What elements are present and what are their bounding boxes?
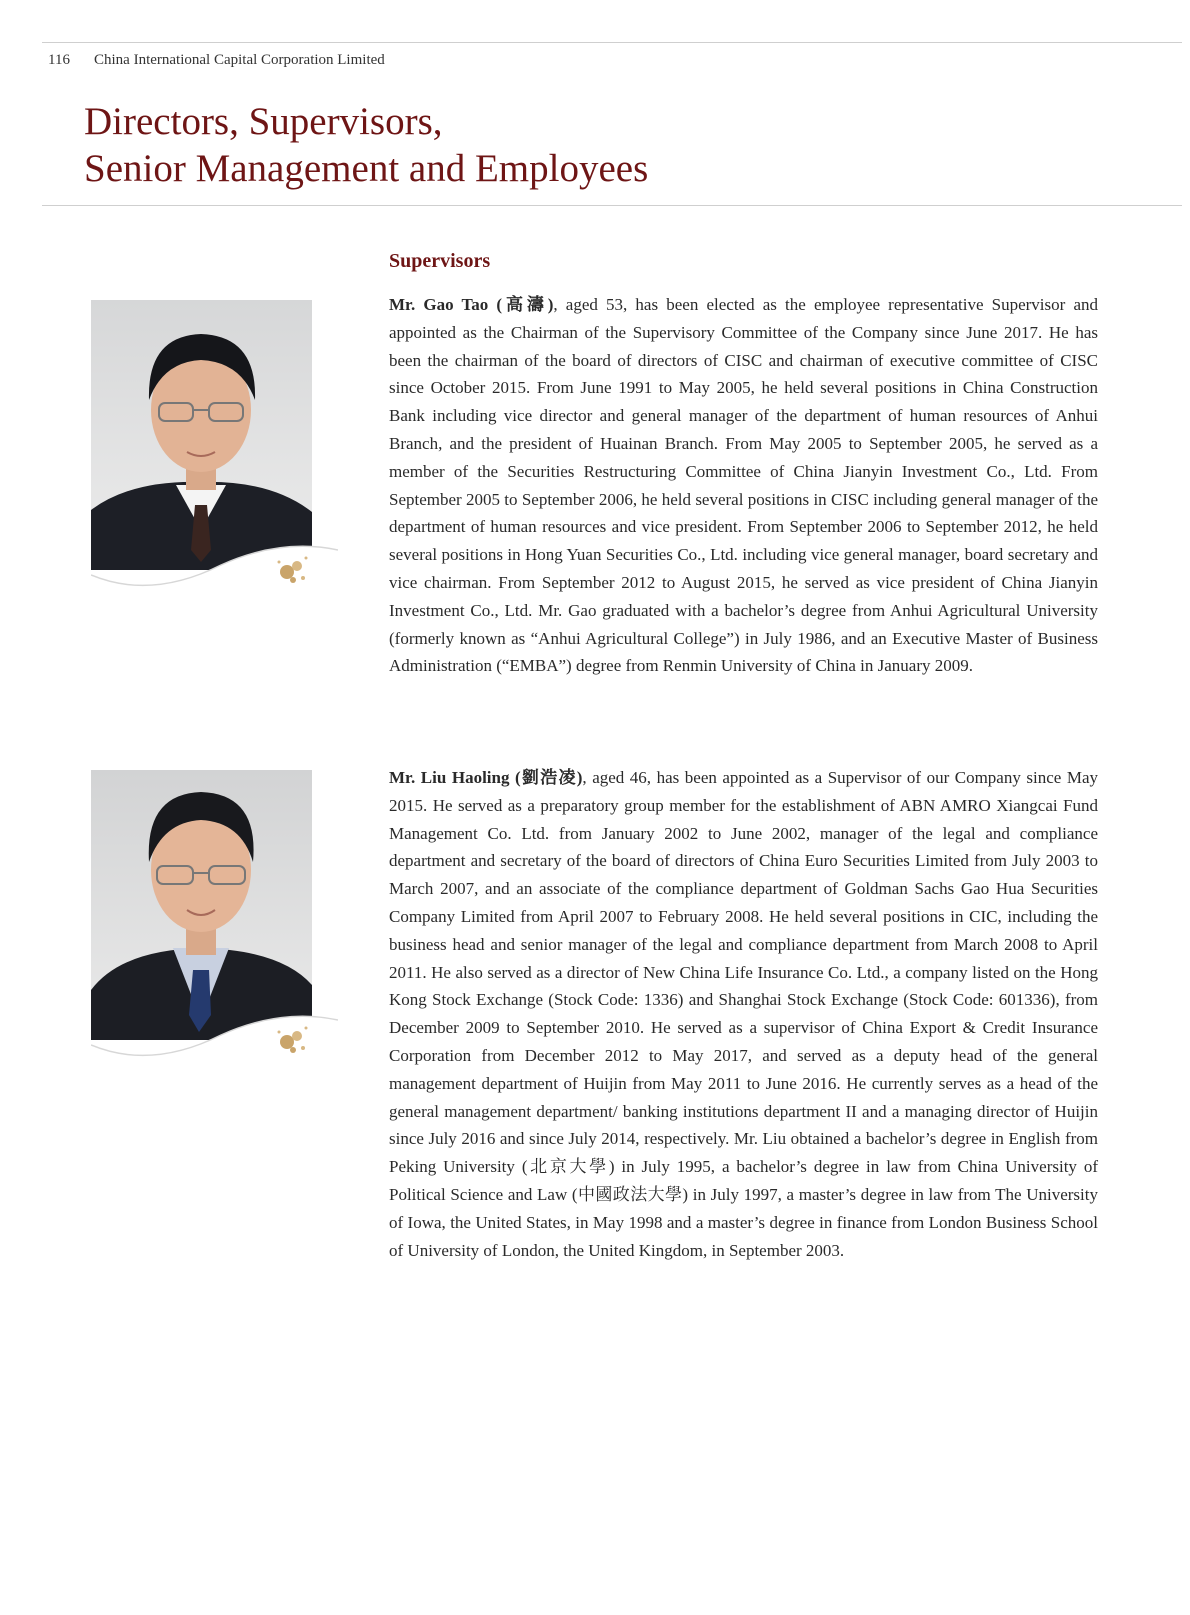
section-heading: Supervisors [389,250,491,272]
bio-text: , aged 46, has been appointed as a Supervisor of our Company since May 2015. He served as a preparatory group member for the establishment of ABN AMRO Xiangcai Fund Management Co. Ltd. from January 2002 to June 2002, manager of the legal and compliance department and secretary of the board of directors of China Euro Securities Limited from July 2003 to March 2007, and an associate of the compliance department of Goldman Sachs Gao Hua Securities Company Limited from April 2007 to February 2008. He held several positions in CIC, including the business head and senior manager of the legal and compliance department from March 2008 to April 2011. He also served as a director of New China Life Insurance Co. Ltd., a company listed on the Hong Kong Stock Exchange (Stock Code: 1336) and Shanghai Stock Exchange (Stock Code: 601336), from December 2009 to September 2010. He served as a supervisor of China Export & Credit Insurance Corporation from December 2012 to May 2017, and served as a deputy head of the general management department of Huijin from May 2011 to June 2016. He currently serves as a head of the general management department/ banking institutions department II and a managing director of Huijin since July 2016 and since July 2014, respectively. Mr. Liu obtained a bachelor’s degree in English from Peking University (北京大學) in July 1995, a bachelor’s degree in law from China University of Political Science and Law (中國政法大學) in July 1997, a master’s degree in law from The University of Iowa, the United States, in May 1998 and a master’s degree in finance from London Business School of University of London, the United Kingdom, in September 2003. [389,768,1098,1260]
bio-name: Mr. Gao Tao (高濤) [389,295,554,314]
page-number: 116 [48,52,70,68]
bio-gao-tao [389,291,1098,680]
company-name: China International Capital Corporation Limited [94,52,385,68]
bio-liu-haoling [389,764,1098,1264]
bio-text: , aged 53, has been elected as the employee representative Supervisor and appointed as the Chairman of the Supervisory Committee of the Company since June 2017. He has been the chairman of the board of directors of CISC and chairman of executive committee of CISC since October 2015. From June 1991 to May 2005, he held several positions in China Construction Bank including vice director and general manager of the department of human resources of Anhui Branch, and the president of Huainan Branch. From May 2005 to September 2005, he served as a member of the Securities Restructuring Committee of China Jianyin Investment Co., Ltd. From September 2005 to September 2006, he held several positions in CISC including general manager of the department of human resources and vice president. From September 2006 to September 2012, he held several positions in Hong Yuan Securities Co., Ltd. including vice general manager, board secretary and vice chairman. From September 2012 to August 2015, he served as vice president of China Jianyin Investment Co., Ltd. Mr. Gao graduated with a bachelor’s degree from Anhui Agricultural University (formerly known as “Anhui Agricultural College”) in July 1986, and an Executive Master of Business Administration (“EMBA”) degree from Renmin University of China in January 2009. [389,295,1098,676]
header-rule [42,42,1182,43]
page-title-line-1: Directors, Supervisors, [84,100,443,143]
portrait-photo-gao-tao [91,300,338,605]
page-title [84,98,648,192]
page-title-line-2: Senior Management and Employees [84,147,649,190]
bio-name: Mr. Liu Haoling (劉浩凌) [389,768,583,787]
portrait-photo-liu-haoling [91,770,338,1075]
title-rule [42,205,1182,206]
page-header [48,52,385,69]
